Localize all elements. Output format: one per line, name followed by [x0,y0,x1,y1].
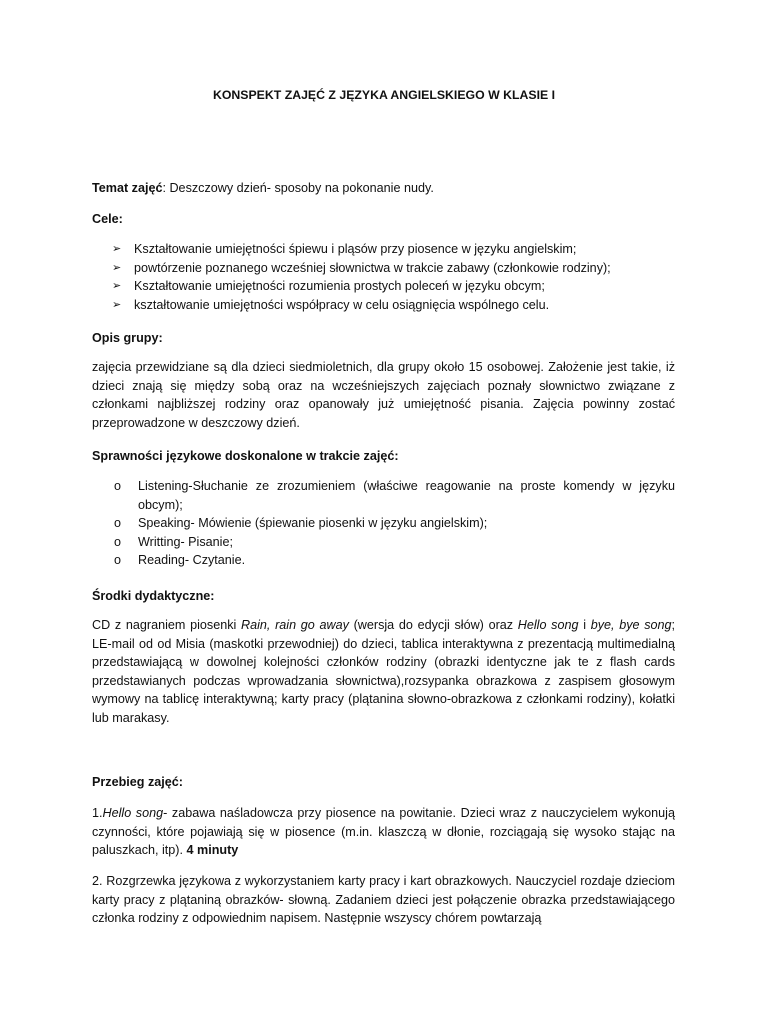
circle-bullet-icon: o [114,553,122,568]
skill-item: o Writting- Pisanie; [92,533,675,552]
group-description: zajęcia przewidziane są dla dzieci siedmioletnich, dla grupy około 15 osobowej. Założenie jest takie, iż dzieci znają się między sobą oraz na wcześniejszych zajęciach poznały słownictwo związane z członkami najbliższej rodziny oraz opanowały już umiejętność pisania. Zajęcia powinny zostać przeprowadzone w deszczowy dzień. [92,360,675,430]
circle-bullet-icon: o [114,516,122,531]
topic-label: Temat zajęć [92,181,163,195]
topic-value: : Deszczowy dzień- sposoby na pokonanie nudy. [162,181,434,195]
materials-text: CD z nagraniem piosenki Rain, rain go away (wersja do edycji słów) oraz Hello song i bye, bye song; LE-mail od od Misia (maskotki przewodniej) do dzieci, tablica interaktywna z prezentacją multimedialną przedstawiającą w dowolnej kolejności członków rodziny (obrazki identyczne jak te z flash cards przedstawianych podczas wprowadzania słownictwa),rozsypanka obrazkowa z zaspisem głosowym wymowy na tablicę interaktywną; karty pracy (plątanina słowno-obrazkowa z członkami rodziny), kołatki lub marakasy. [92,618,676,725]
arrow-bullet-icon: ➢ [112,243,122,255]
circle-bullet-icon: o [114,479,122,493]
procedure-step-1: 1.Hello song- zabawa naśladowcza przy piosence na powitanie. Dzieci wraz z nauczycielem wykonują czynności, które pojawiają się w piosence (m.in. klaszczą w dłonie, rozciągają się wysoko stając na paluszkach, itp). 4 minuty [92,806,675,858]
skill-item: o Speaking- Mówienie (śpiewanie piosenki w języku angielskim); [92,514,675,533]
group-heading: Opis grupy: [92,331,163,345]
arrow-bullet-icon: ➢ [112,298,122,311]
arrow-bullet-icon: ➢ [112,280,122,293]
goal-item: ➢ kształtowanie umiejętności współpracy w celu osiągnięcia wspólnego celu. [92,296,675,315]
procedure-heading: Przebieg zajęć: [92,775,183,789]
topic-line [92,179,675,198]
skill-item: o Reading- Czytanie. [92,551,675,570]
goal-item: ➢ Kształtowanie umiejętności śpiewu i pląsów przy piosence w języku angielskim; [92,240,675,259]
goals-heading: Cele: [92,212,123,226]
skills-heading: Sprawności językowe doskonalone w trakcie zajęć: [92,449,399,463]
goals-list [92,240,675,314]
circle-bullet-icon: o [114,534,122,549]
skill-item: o Listening-Słuchanie ze zrozumieniem (właściwe reagowanie na proste komendy w języku obcym); [114,479,675,512]
procedure-step-2: 2. Rozgrzewka językowa z wykorzystaniem karty pracy i kart obrazkowych. Nauczyciel rozdaje dzieciom karty pracy z plątaniną obrazków- słowną. Zadaniem dzieci jest połączenie obrazka przedstawiającego członka rodziny z odpowiednim napisem. Następnie wszyscy chórem powtarzają [92,874,675,926]
materials-heading: Środki dydaktyczne: [92,589,215,603]
document-title: KONSPEKT ZAJĘĆ Z JĘZYKA ANGIELSKIEGO W KLASIE I [212,88,556,102]
goal-item: ➢ powtórzenie poznanego wcześniej słownictwa w trakcie zabawy (członkowie rodziny); [92,259,675,278]
skills-list [92,477,675,570]
goal-item: ➢ Kształtowanie umiejętności rozumienia prostych poleceń w języku obcym; [92,277,675,296]
arrow-bullet-icon: ➢ [112,261,122,274]
